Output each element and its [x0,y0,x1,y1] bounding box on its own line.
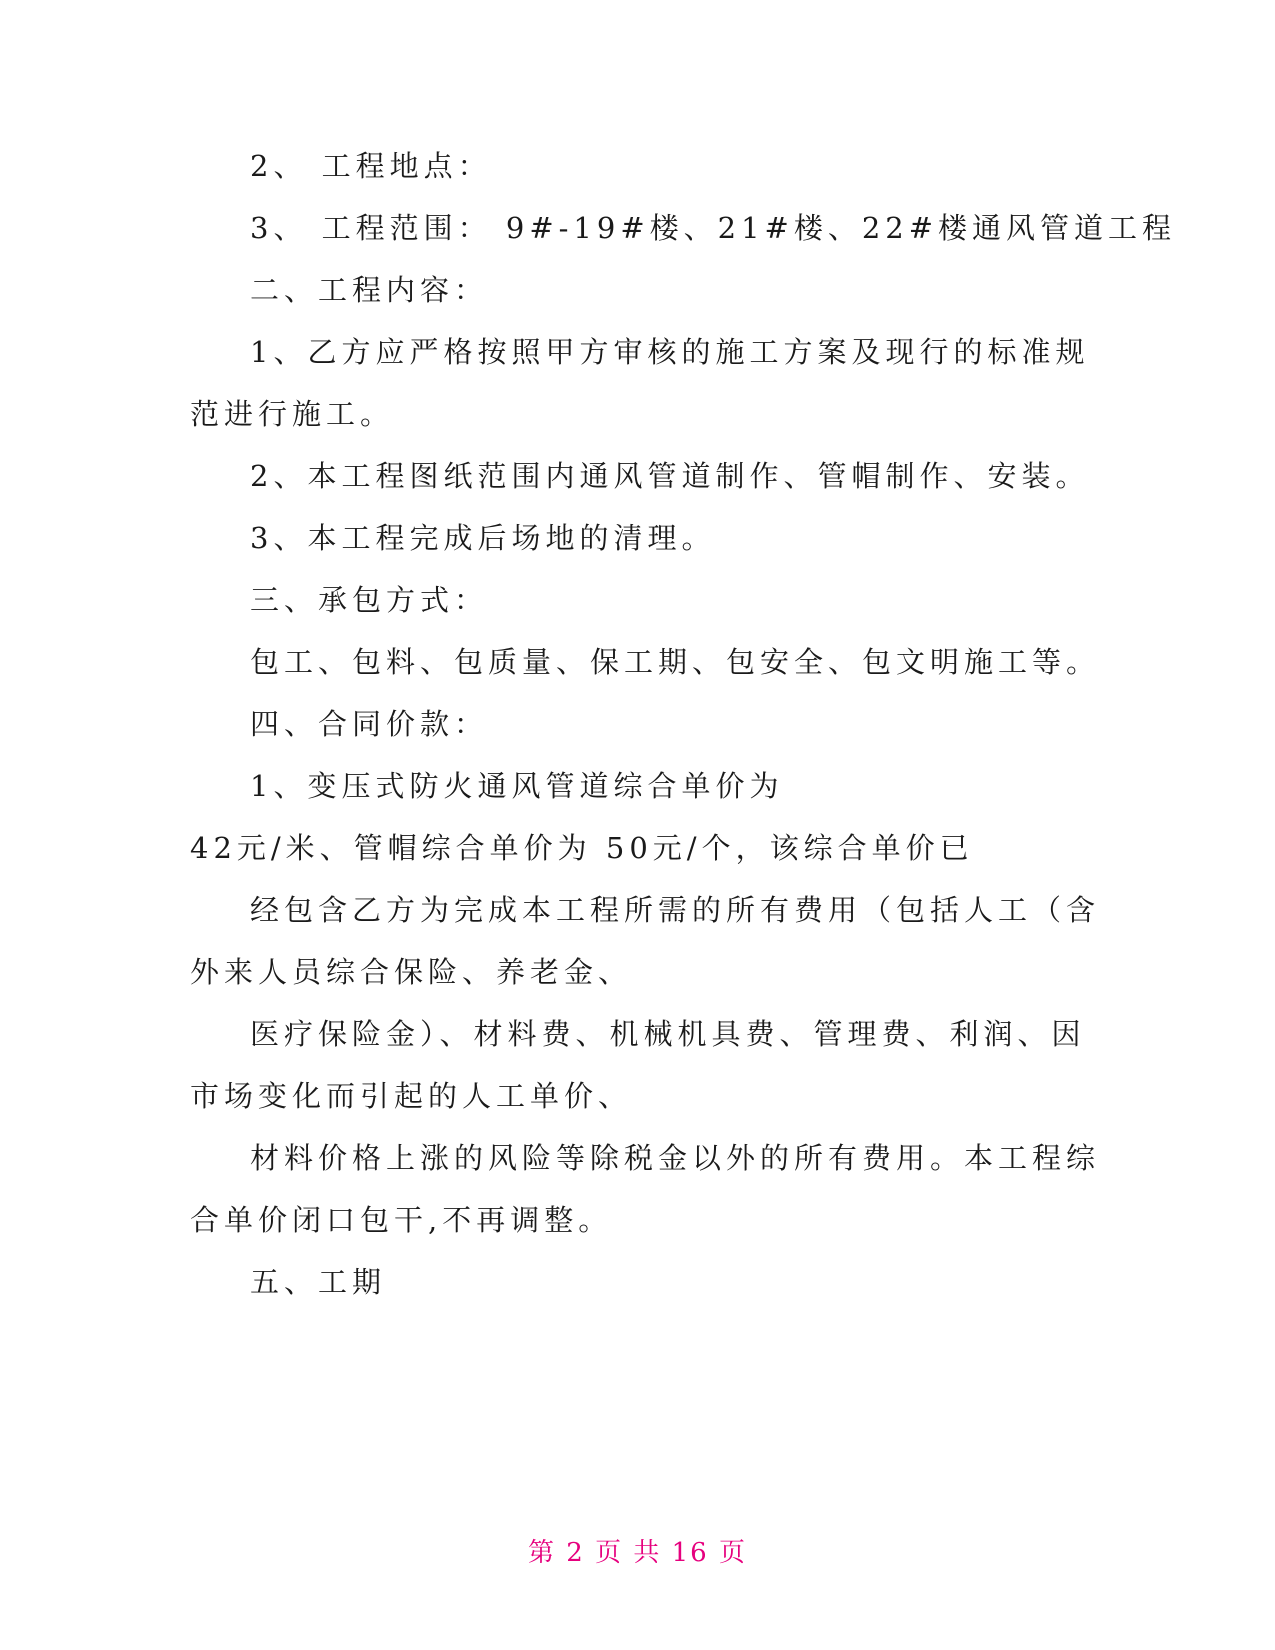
section-heading-content: 二、工程内容： [250,273,489,307]
paragraph-line: 市场变化而引起的人工单价、 [190,1079,633,1113]
paragraph-line: 经包含乙方为完成本工程所需的所有费用（包括人工（含 [250,893,1101,927]
paragraph-line: 范进行施工。 [190,397,395,431]
paragraph-line: 包工、包料、包质量、保工期、包安全、包文明施工等。 [250,645,1101,679]
section-heading-price: 四、合同价款： [250,707,489,741]
paragraph-line: 材料价格上涨的风险等除税金以外的所有费用。本工程综 [250,1141,1101,1175]
paragraph-line: 42元/米、管帽综合单价为 50元/个，该综合单价已 [190,831,974,865]
paragraph-line: 外来人员综合保险、养老金、 [190,955,633,989]
item-project-scope: 3、 工程范围： 9#-19#楼、21#楼、22#楼通风管道工程 [250,211,1177,245]
section-heading-duration: 五、工期 [250,1265,387,1299]
item-project-location: 2、 工程地点： [250,149,492,183]
paragraph-line: 1、乙方应严格按照甲方审核的施工方案及现行的标准规 [250,335,1090,369]
page-number-footer: 第 2 页 共 16 页 [528,1538,747,1568]
section-heading-contract-mode: 三、承包方式： [250,583,489,617]
paragraph-line: 2、本工程图纸范围内通风管道制作、管帽制作、安装。 [250,459,1090,493]
paragraph-line: 3、本工程完成后场地的清理。 [250,521,716,555]
paragraph-line: 合单价闭口包干,不再调整。 [190,1203,613,1237]
paragraph-line: 1、变压式防火通风管道综合单价为 [250,769,784,803]
paragraph-line: 医疗保险金）、材料费、机械机具费、管理费、利润、因 [250,1017,1086,1051]
